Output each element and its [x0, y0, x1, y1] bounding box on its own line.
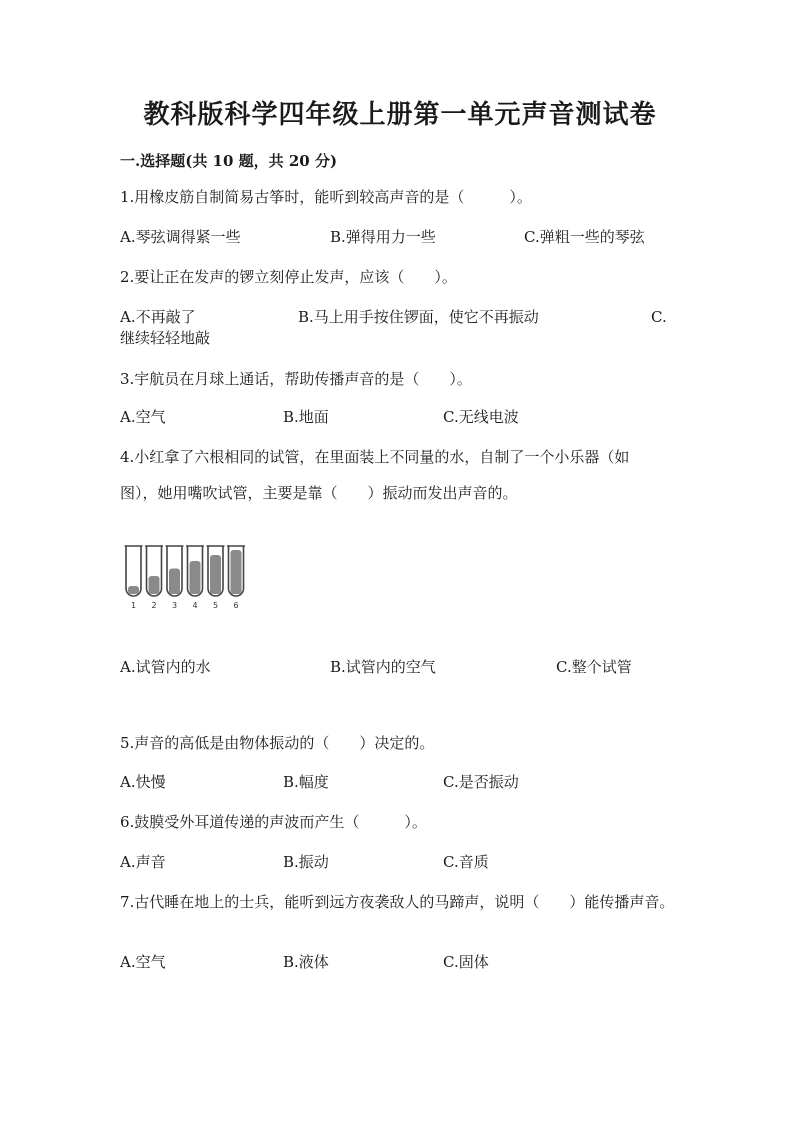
q2-option-c-text: 继续轻轻地敲	[120, 329, 211, 347]
q3-option-b: B.地面	[283, 408, 329, 426]
tube-label-5: 5	[212, 601, 219, 610]
q2-option-b: B.马上用手按住锣面，使它不再振动	[298, 308, 539, 326]
q6-option-c: C.音质	[443, 853, 489, 871]
q2-option-a: A.不再敲了	[120, 308, 196, 326]
question-4-line-1: 4.小红拿了六根相同的试管，在里面装上不同量的水，自制了一个小乐器（如	[120, 448, 630, 466]
page-title: 教科版科学四年级上册第一单元声音测试卷	[143, 100, 657, 130]
question-7: 7.古代睡在地上的士兵，能听到远方夜袭敌人的马蹄声，说明（ ）能传播声音。	[120, 893, 675, 911]
question-3: 3.宇航员在月球上通话，帮助传播声音的是（ ）。	[120, 370, 472, 388]
tube-water-4	[190, 561, 201, 594]
question-5: 5.声音的高低是由物体振动的（ ）决定的。	[120, 734, 435, 752]
q4-option-a: A.试管内的水	[120, 658, 211, 676]
tube-label-2: 2	[151, 601, 157, 610]
q3-option-c: C.无线电波	[443, 408, 519, 426]
q1-option-a: A.琴弦调得紧一些	[120, 228, 241, 246]
test-tubes-figure	[120, 538, 260, 612]
tube-label-6: 6	[233, 601, 239, 610]
q5-option-b: B.幅度	[283, 773, 329, 791]
q7-option-a: A.空气	[120, 953, 166, 971]
tube-label-1: 1	[130, 601, 137, 610]
q5-option-c: C.是否振动	[443, 773, 519, 791]
question-1: 1.用橡皮筋自制简易古筝时，能听到较高声音的是（ ）。	[120, 188, 532, 206]
tube-water-2	[149, 576, 160, 594]
question-4-line-2: 图），她用嘴吹试管，主要是靠（ ）振动而发出声音的。	[120, 484, 518, 502]
tube-label-4: 4	[192, 601, 198, 610]
q1-option-b: B.弹得用力一些	[330, 228, 436, 246]
tube-water-5	[210, 555, 221, 594]
q6-option-a: A.声音	[120, 853, 166, 871]
question-2: 2.要让正在发声的锣立刻停止发声，应该（ ）。	[120, 268, 457, 286]
q7-option-b: B.液体	[283, 953, 329, 971]
q6-option-b: B.振动	[283, 853, 329, 871]
tube-water-3	[169, 569, 180, 595]
question-6: 6.鼓膜受外耳道传递的声波而产生（ ）。	[120, 813, 427, 831]
q2-option-c: C.	[651, 308, 667, 326]
tube-water-6	[231, 550, 242, 594]
q4-option-c: C.整个试管	[556, 658, 632, 676]
section-heading: 一.选择题(共 10 题，共 20 分)	[120, 152, 338, 170]
tube-label-3: 3	[171, 601, 178, 610]
q7-option-c: C.固体	[443, 953, 489, 971]
q1-option-c: C.弹粗一些的琴弦	[524, 228, 645, 246]
q5-option-a: A.快慢	[120, 773, 166, 791]
q4-option-b: B.试管内的空气	[330, 658, 436, 676]
q3-option-a: A.空气	[120, 408, 166, 426]
tube-water-1	[128, 586, 139, 594]
